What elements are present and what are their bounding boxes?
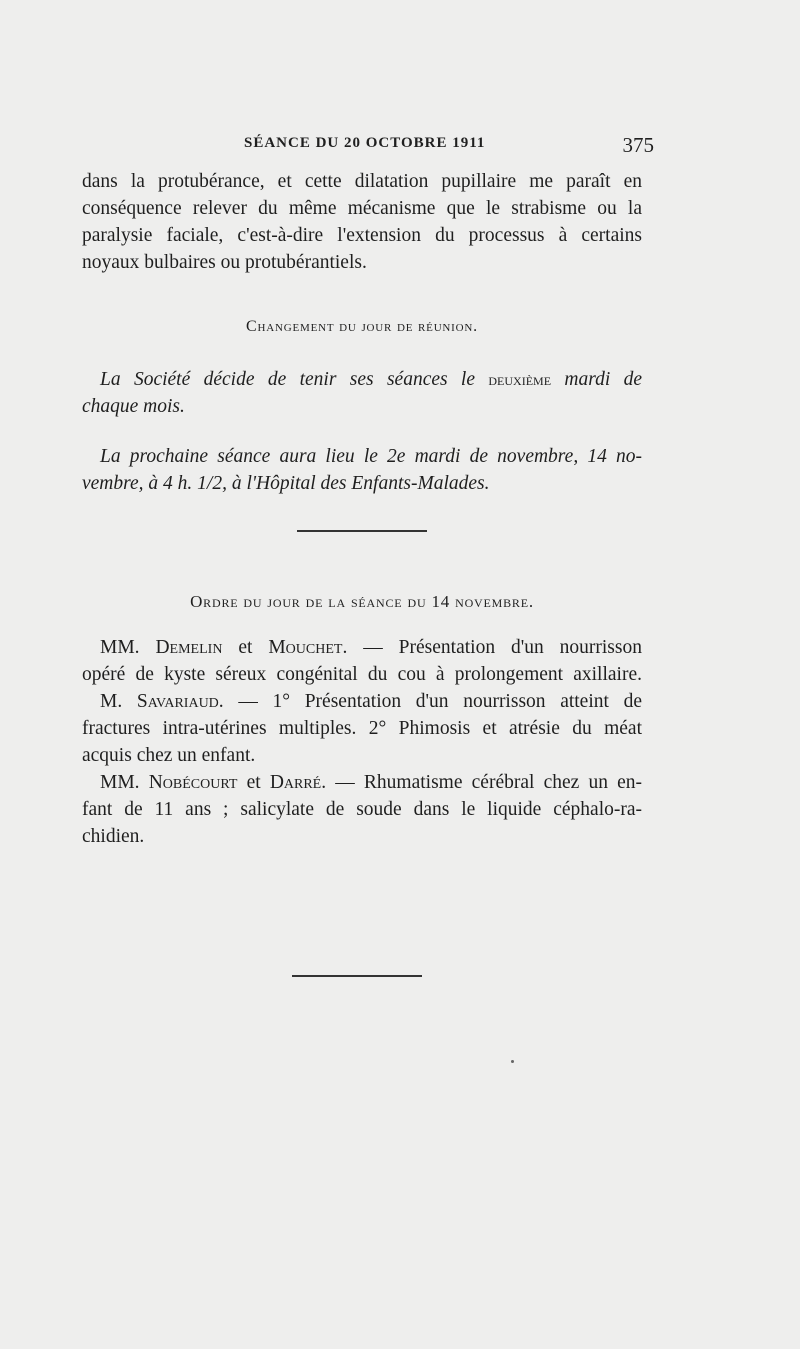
paragraph-societe-cont [82,393,642,420]
agenda-item-1 [100,634,642,661]
text-line: opéré de kyste séreux congénital du cou à prolongement axillaire. [82,664,642,685]
text-line: La prochaine séance aura lieu le 2e mardi de novembre, 14 no- [100,446,642,467]
agenda-item-3-cont [82,796,642,850]
text-run: — 1° Présentation d'un nourrisson atteint de [223,691,642,712]
paper-speck [511,1060,514,1063]
text-line [100,366,642,393]
text-line: chaque mois. [82,396,185,417]
author-name: Darré. [269,772,327,793]
section-heading-changement: Changement du jour de réunion. [246,318,478,335]
small-caps-word: deuxième [488,370,552,389]
text-run: mardi de [551,369,643,390]
running-title: SÉANCE DU 20 OCTOBRE 1911 [244,135,486,151]
author-name: Savariaud. [136,691,224,712]
agenda-item-3 [100,769,642,796]
agenda-item-1-cont [82,661,642,688]
text-run: — Présentation d'un nourrisson [347,637,642,658]
text-run: La Société décide de tenir ses séances le [100,369,489,390]
text-line: chidien. [82,826,145,847]
paragraph-prochaine-cont [82,470,642,497]
text-line: fant de 11 ans ; salicylate de soude dans le liquide céphalo-ra- [82,799,642,820]
paragraph-dilatation [82,168,642,276]
text-line: fractures intra-utérines multiples. 2° Phimosis et atrésie du méat [82,718,642,739]
text-run: et [222,637,269,658]
separator-rule [297,530,427,532]
agenda-item-2-cont [82,715,642,769]
text-run: MM. [100,637,156,658]
text-line: dans la protubérance, et cette dilatation pupillaire me paraît en [82,171,642,192]
author-name: Nobécourt [148,772,238,793]
text-run: — Rhumatisme cérébral chez un en- [326,772,643,793]
text-run: et [237,772,270,793]
text-line: paralysie faciale, c'est-à-dire l'extension du processus à certains [82,225,642,246]
paragraph-societe [100,366,642,393]
page-header [84,133,654,163]
end-rule [292,975,422,977]
text-line [100,634,642,661]
text-line: vembre, à 4 h. 1/2, à l'Hôpital des Enfants-Malades. [82,473,490,494]
paragraph-prochaine [100,443,642,470]
agenda-item-2 [100,688,642,715]
text-line: acquis chez un enfant. [82,745,256,766]
text-run: MM. [100,772,149,793]
author-name: Demelin [155,637,223,658]
author-name: Mouchet. [268,637,348,658]
text-line [100,688,642,715]
text-line: noyaux bulbaires ou protubérantiels. [82,252,367,273]
text-run: M. [100,691,137,712]
section-heading-ordre: Ordre du jour de la séance du 14 novembre. [190,592,534,611]
text-line: conséquence relever du même mécanisme que le strabisme ou la [82,198,642,219]
text-line [100,769,642,796]
page-number: 375 [622,133,654,157]
